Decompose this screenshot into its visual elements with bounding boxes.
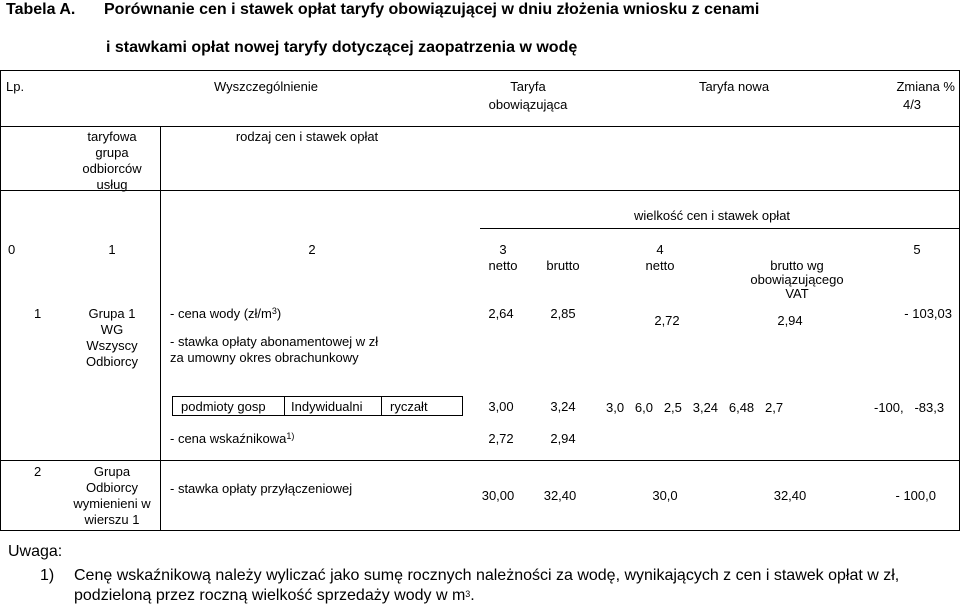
header-group-1: taryfowa (87, 129, 137, 144)
row1-current-brutto: 2,85 (550, 306, 576, 321)
row1-new-netto: 2,72 (654, 313, 680, 328)
note-heading: Uwaga: (8, 543, 63, 560)
colnum-1: 1 (108, 242, 116, 257)
row2-connection-fee-label: - stawka opłaty przyłączeniowej (170, 481, 353, 496)
note-number: 1) (40, 567, 55, 584)
row2-new-netto: 30,0 (652, 488, 678, 503)
header-new-tariff: Taryfa nowa (698, 79, 770, 94)
subrow-lump: ryczałt (390, 399, 428, 414)
header-change-1: Zmiana % (896, 79, 955, 94)
row1-fee-change: -100, -83,3 (874, 400, 945, 415)
row2-current-netto: 30,00 (481, 488, 515, 503)
header-group-4: usług (96, 177, 128, 192)
row2-change: - 100,0 (895, 488, 936, 503)
current-brutto-label: brutto (546, 258, 580, 273)
header-group-3: odbiorców (82, 161, 142, 176)
row1-lp: 1 (34, 306, 42, 321)
row1-group-1: Grupa 1 (88, 306, 136, 321)
row1-index-price-label: - cena wskaźnikowa$^{1)}$ (170, 431, 295, 446)
row1-fee-label-2: za umowny okres obrachunkowy (170, 350, 359, 365)
new-brutto-vat-1: brutto wg (770, 258, 824, 273)
row2-group-3: wymienieni w (73, 496, 151, 511)
row1-group-2: WG (100, 322, 124, 337)
header-lp: Lp. (6, 79, 25, 94)
header-kind: rodzaj cen i stawek opłat (235, 129, 379, 144)
row1-change: - 103,03 (904, 306, 952, 321)
row1-fee-current-brutto: 3,24 (550, 399, 576, 414)
row2-group-2: Odbiorcy (85, 480, 139, 495)
header-specification: Wyszczególnienie (214, 79, 318, 94)
subrow-individual: Indywidualni (291, 399, 363, 414)
row1-group-3: Wszyscy (86, 338, 138, 353)
table-label: Tabela A. (6, 1, 76, 18)
title-line-1: Porównanie cen i stawek opłat taryfy obowiązującej w dniu złożenia wniosku z cenami (104, 1, 760, 18)
header-current-tariff-2: obowiązująca (488, 97, 568, 112)
new-netto-label: netto (645, 258, 675, 273)
colnum-3: 3 (499, 242, 507, 257)
subrow-lump-box (381, 396, 463, 416)
row1-current-netto: 2,64 (488, 306, 514, 321)
colnum-5: 5 (913, 242, 921, 257)
row1-fee-label-1: - stawka opłaty abonamentowej w zł (170, 334, 379, 349)
row1-new-brutto: 2,94 (777, 313, 803, 328)
note-line-2: podzieloną przez roczną wielkość sprzedaży wody w $m^3$. (74, 587, 475, 604)
current-netto-label: netto (488, 258, 518, 273)
row1-water-price-label: - cena wody $(zł/m^3)$ (170, 306, 282, 321)
header-size: wielkość cen i stawek opłat (633, 208, 791, 223)
subrow-business-box (172, 396, 285, 416)
colnum-4: 4 (656, 242, 664, 257)
colnum-2: 2 (308, 242, 316, 257)
row1-fee-current-netto: 3,00 (488, 399, 514, 414)
note-line-1: Cenę wskaźnikową należy wyliczać jako sumę rocznych należności za wodę, wynikających z cen i stawek opłat w zł, (74, 567, 900, 584)
row2-new-brutto: 32,40 (773, 488, 807, 503)
row2-group-4: wierszu 1 (84, 512, 140, 527)
row2-current-brutto: 32,40 (543, 488, 577, 503)
header-group-2: grupa (95, 145, 129, 160)
row1-fee-new-values: 3,0 6,0 2,5 3,24 6,48 2,7 (606, 400, 784, 415)
row1-index-netto: 2,72 (488, 431, 514, 446)
subrow-individual-box (284, 396, 382, 416)
header-change-2: 4/3 (902, 97, 922, 112)
new-brutto-vat-3: VAT (785, 286, 809, 301)
row1-group-4: Odbiorcy (85, 354, 139, 369)
subrow-business: podmioty gosp (181, 399, 266, 414)
colnum-0: 0 (8, 242, 16, 257)
new-brutto-vat-2: obowiązującego (750, 272, 844, 287)
header-current-tariff-1: Taryfa (510, 79, 546, 94)
title-line-2: i stawkami opłat nowej taryfy dotyczącej zaopatrzenia w wodę (106, 39, 578, 56)
row1-index-brutto: 2,94 (550, 431, 576, 446)
row2-group-1: Grupa (93, 464, 131, 479)
row2-lp: 2 (34, 464, 42, 479)
